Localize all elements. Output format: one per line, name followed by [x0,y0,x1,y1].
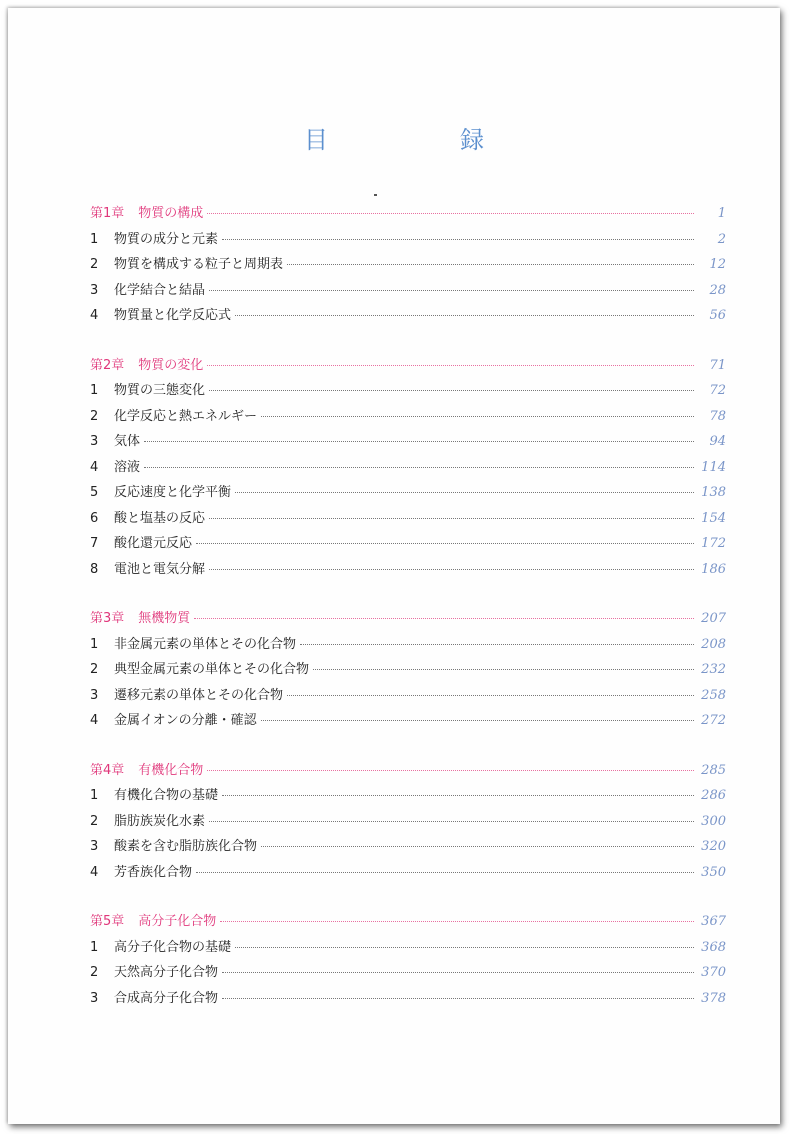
section-page-number: 28 [709,282,726,298]
section-title: 気体 [114,434,141,449]
dot-leader [261,846,694,847]
dot-leader [222,239,694,240]
section-number: 2 [90,965,99,980]
section-row[interactable] [90,684,726,710]
dot-leader [207,770,694,771]
section-row[interactable] [90,709,726,735]
section-number: 4 [90,459,99,475]
chapter-title: 高分子化合物 [138,914,217,929]
section-page-number: 232 [701,662,726,677]
section-row[interactable] [90,936,726,962]
dot-leader [261,416,694,417]
dot-leader [300,644,694,645]
section-page-number: 94 [709,434,726,449]
dot-leader [235,947,694,948]
chapter-page-number: 71 [709,357,726,373]
chapter-heading-row[interactable] [90,354,726,380]
table-of-contents [90,202,726,1036]
dot-leader [313,669,694,670]
chapter-title: 物質の構成 [138,206,204,221]
section-number: 1 [90,788,99,803]
section-page-number: 2 [717,231,726,247]
dot-leader [209,518,694,519]
section-page-number: 320 [701,839,726,854]
section-row[interactable] [90,304,726,330]
dot-leader [209,569,694,570]
dot-leader [196,872,694,873]
section-number: 2 [90,408,99,424]
section-number: 4 [90,713,99,728]
section-number: 8 [90,561,99,577]
section-title: 化学反応と熱エネルギー [114,408,258,424]
dot-leader [222,972,694,973]
section-title: 典型金属元素の単体とその化合物 [114,662,310,677]
section-title: 有機化合物の基礎 [114,788,219,803]
chapter-heading-row[interactable] [90,910,726,936]
section-page-number: 72 [709,383,726,398]
section-row[interactable] [90,481,726,507]
section-number: 3 [90,687,99,703]
section-title: 溶液 [114,459,141,475]
chapter-heading-row[interactable] [90,759,726,785]
section-number: 3 [90,282,99,298]
section-title: 物質量と化学反応式 [114,308,232,323]
section-title: 金属イオンの分離・確認 [114,713,257,728]
section-page-number: 368 [701,939,726,955]
page-title: 目 録 [304,126,538,154]
section-row[interactable] [90,987,726,1013]
section-page-number: 114 [701,459,726,475]
dot-leader [220,921,694,922]
chapter-number: 第4章 [90,762,125,778]
dot-leader [196,543,694,544]
section-title: 化学結合と結晶 [114,282,206,298]
chapter-heading-row[interactable] [90,607,726,633]
section-page-number: 56 [709,308,726,323]
section-page-number: 370 [701,965,726,980]
dot-leader [144,441,694,442]
section-row[interactable] [90,456,726,482]
chapter-page-number: 367 [701,914,726,929]
dot-leader [222,795,694,796]
document-page [8,8,780,1124]
chapter-number: 第1章 [90,206,125,221]
section-title: 非金属元素の単体とその化合物 [114,636,297,652]
section-row[interactable] [90,379,726,405]
section-page-number: 286 [701,788,726,803]
dot-leader [222,998,694,999]
chapter-heading-row[interactable] [90,202,726,228]
section-title: 物質の三態変化 [114,383,206,398]
section-row[interactable] [90,810,726,836]
section-number: 7 [90,536,99,551]
dot-leader [287,264,694,265]
dot-leader [287,695,694,696]
section-page-number: 172 [701,536,726,551]
section-page-number: 186 [701,561,726,577]
section-page-number: 350 [701,864,726,880]
section-row[interactable] [90,961,726,987]
ink-speck [374,194,377,196]
chapter-page-number: 1 [717,206,726,221]
section-title: 遷移元素の単体とその化合物 [114,687,284,703]
dot-leader [207,213,694,214]
section-page-number: 78 [709,408,726,424]
dot-leader [235,492,694,493]
section-number: 1 [90,231,99,247]
dot-leader [144,467,694,468]
section-row[interactable] [90,658,726,684]
section-page-number: 378 [701,990,726,1006]
chapter-number: 第3章 [90,611,125,626]
chapter-block [90,759,726,887]
section-title: 高分子化合物の基礎 [114,939,232,955]
section-number: 1 [90,383,99,398]
chapter-block [90,202,726,330]
dot-leader [207,365,694,366]
section-number: 3 [90,434,99,449]
chapter-block [90,910,726,1012]
section-row[interactable] [90,430,726,456]
chapter-title: 物質の変化 [138,357,204,373]
section-row[interactable] [90,279,726,305]
section-title: 酸と塩基の反応 [114,510,206,526]
chapter-page-number: 207 [701,611,726,626]
section-number: 1 [90,636,99,652]
section-row[interactable] [90,405,726,431]
chapter-block [90,354,726,584]
section-number: 3 [90,839,99,854]
section-number: 6 [90,510,99,526]
chapter-title: 有機化合物 [138,762,204,778]
dot-leader [209,390,694,391]
section-title: 電池と電気分解 [114,561,206,577]
section-row[interactable] [90,835,726,861]
section-title: 天然高分子化合物 [114,965,219,980]
section-page-number: 272 [701,713,726,728]
chapter-number: 第5章 [90,914,125,929]
section-page-number: 258 [701,687,726,703]
section-number: 4 [90,308,99,323]
section-row[interactable] [90,784,726,810]
section-title: 物質の成分と元素 [114,231,219,247]
section-row[interactable] [90,507,726,533]
section-page-number: 154 [701,510,726,526]
section-title: 物質を構成する粒子と周期表 [114,257,284,272]
section-row[interactable] [90,532,726,558]
dot-leader [194,618,694,619]
dot-leader [235,315,694,316]
section-row[interactable] [90,228,726,254]
section-row[interactable] [90,633,726,659]
section-row[interactable] [90,253,726,279]
section-title: 脂肪族炭化水素 [114,813,206,829]
section-page-number: 12 [709,257,726,272]
chapter-block [90,607,726,735]
section-number: 2 [90,813,99,829]
section-title: 合成高分子化合物 [114,990,219,1006]
chapter-title: 無機物質 [138,611,191,626]
section-page-number: 138 [701,485,726,500]
section-number: 2 [90,257,99,272]
section-row[interactable] [90,861,726,887]
section-row[interactable] [90,558,726,584]
dot-leader [261,720,694,721]
section-number: 3 [90,990,99,1006]
section-title: 酸化還元反応 [114,536,193,551]
section-number: 1 [90,939,99,955]
chapter-page-number: 285 [701,762,726,778]
section-title: 芳香族化合物 [114,864,193,880]
dot-leader [209,290,694,291]
section-page-number: 300 [701,813,726,829]
section-title: 酸素を含む脂肪族化合物 [114,839,258,854]
chapter-number: 第2章 [90,357,125,373]
section-number: 2 [90,662,99,677]
section-number: 4 [90,864,99,880]
dot-leader [209,821,694,822]
section-number: 5 [90,485,99,500]
section-page-number: 208 [701,636,726,652]
section-title: 反応速度と化学平衡 [114,485,232,500]
